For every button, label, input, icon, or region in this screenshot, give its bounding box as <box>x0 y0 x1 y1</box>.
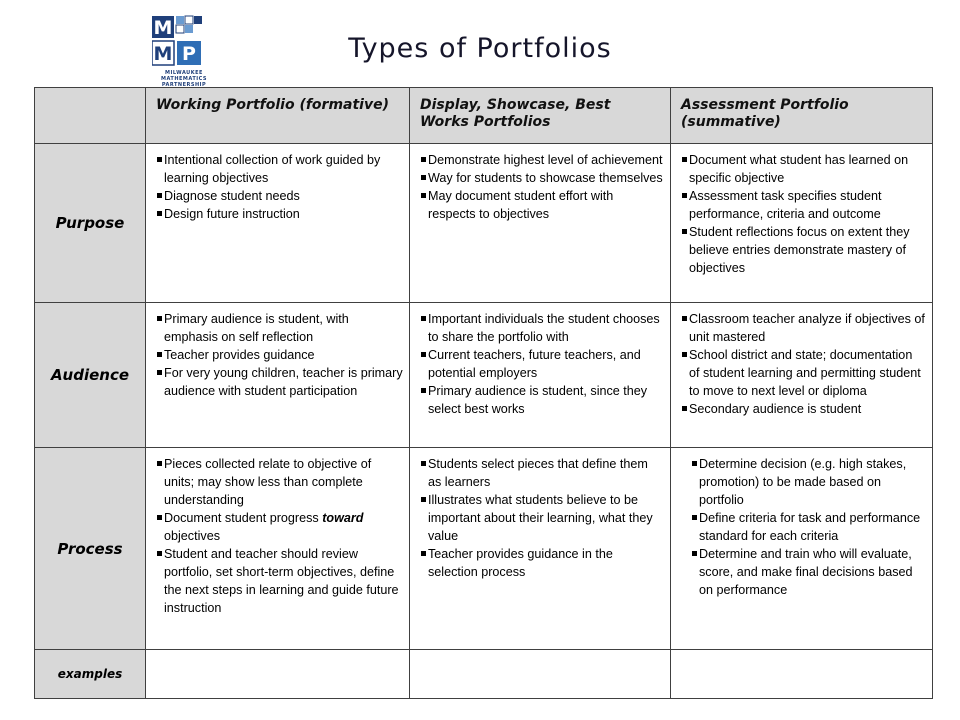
cell-process-assessment <box>671 448 933 650</box>
column-header-assessment-text: Assessment Portfolio (summative) <box>681 97 849 130</box>
list-item: School district and state; documentation of student learning and permitting student to move to next level or diploma <box>683 346 926 400</box>
corner-cell <box>35 88 146 144</box>
list-item: Assessment task specifies student performance, criteria and outcome <box>683 187 926 223</box>
cell-purpose-display <box>410 144 671 303</box>
list-item-text: Document student progress <box>164 511 319 525</box>
logo-caption-line-1: MILWAUKEE <box>165 70 203 76</box>
logo-letter-m2: M <box>153 43 173 65</box>
cell-examples-display <box>410 650 671 699</box>
logo-letter-p: P <box>182 43 196 65</box>
row-label-process: Process <box>35 448 146 650</box>
cell-purpose-assessment <box>671 144 933 303</box>
list-item: Secondary audience is student <box>683 400 926 418</box>
list-item: Diagnose student needs <box>158 187 403 205</box>
logo-caption-line-2: MATHEMATICS <box>160 76 208 82</box>
list-item: Students select pieces that define them as learners <box>422 455 664 491</box>
list-item <box>158 509 403 545</box>
logo-caption-line-3: PARTNERSHIP <box>161 82 207 88</box>
list-item: Primary audience is student, with emphasis on self reflection <box>158 310 403 346</box>
table-row-examples <box>35 650 933 699</box>
row-label-purpose: Purpose <box>35 144 146 303</box>
cell-audience-assessment <box>671 303 933 448</box>
cell-audience-working <box>146 303 410 448</box>
row-label-audience: Audience <box>35 303 146 448</box>
cell-audience-display <box>410 303 671 448</box>
list-item: Document what student has learned on specific objective <box>683 151 926 187</box>
header-row <box>35 88 933 144</box>
list-item: Student and teacher should review portfolio, set short-term objectives, define the next steps in learning and guide future instruction <box>158 545 403 617</box>
list-item: Student reflections focus on extent they believe entries demonstrate mastery of objectives <box>683 223 926 277</box>
list-item: For very young children, teacher is primary audience with student participation <box>158 364 403 400</box>
column-header-display <box>410 88 671 144</box>
list-item: May document student effort with respects to objectives <box>422 187 664 223</box>
list-item: Primary audience is student, since they select best works <box>422 382 664 418</box>
table-row-purpose <box>35 144 933 303</box>
column-header-working <box>146 88 410 144</box>
list-item: Important individuals the student chooses to share the portfolio with <box>422 310 664 346</box>
portfolio-types-table <box>34 87 933 699</box>
list-item: Design future instruction <box>158 205 403 223</box>
list-item: Determine and train who will evaluate, score, and make final decisions based on performance <box>693 545 926 599</box>
list-item: Way for students to showcase themselves <box>422 169 664 187</box>
column-header-working-text: Working Portfolio (formative) <box>156 97 390 113</box>
list-item: Classroom teacher analyze if objectives of unit mastered <box>683 310 926 346</box>
list-item-tail: objectives <box>164 529 221 543</box>
logo-caption <box>154 70 214 88</box>
logo-letter-m1: M <box>153 17 173 39</box>
column-header-display-text: Display, Showcase, Best Works Portfolios <box>420 97 611 130</box>
column-header-assessment <box>671 88 933 144</box>
table-row-audience <box>35 303 933 448</box>
list-item: Teacher provides guidance <box>158 346 403 364</box>
list-item: Demonstrate highest level of achievement <box>422 151 664 169</box>
list-item: Teacher provides guidance in the selection process <box>422 545 664 581</box>
cell-purpose-working <box>146 144 410 303</box>
list-item: Define criteria for task and performance standard for each criteria <box>693 509 926 545</box>
list-item: Current teachers, future teachers, and potential employers <box>422 346 664 382</box>
table-row-process <box>35 448 933 650</box>
cell-process-working <box>146 448 410 650</box>
list-item: Intentional collection of work guided by learning objectives <box>158 151 403 187</box>
row-label-examples: examples <box>35 650 146 699</box>
list-item: Determine decision (e.g. high stakes, promotion) to be made based on portfolio <box>693 455 926 509</box>
list-item: Pieces collected relate to objective of units; may show less than complete understanding <box>158 455 403 509</box>
list-item: Illustrates what students believe to be important about their learning, what they value <box>422 491 664 545</box>
cell-examples-working <box>146 650 410 699</box>
emphasis-text: toward <box>322 511 364 525</box>
cell-process-display <box>410 448 671 650</box>
page-title: Types of Portfolios <box>348 33 612 64</box>
cell-examples-assessment <box>671 650 933 699</box>
